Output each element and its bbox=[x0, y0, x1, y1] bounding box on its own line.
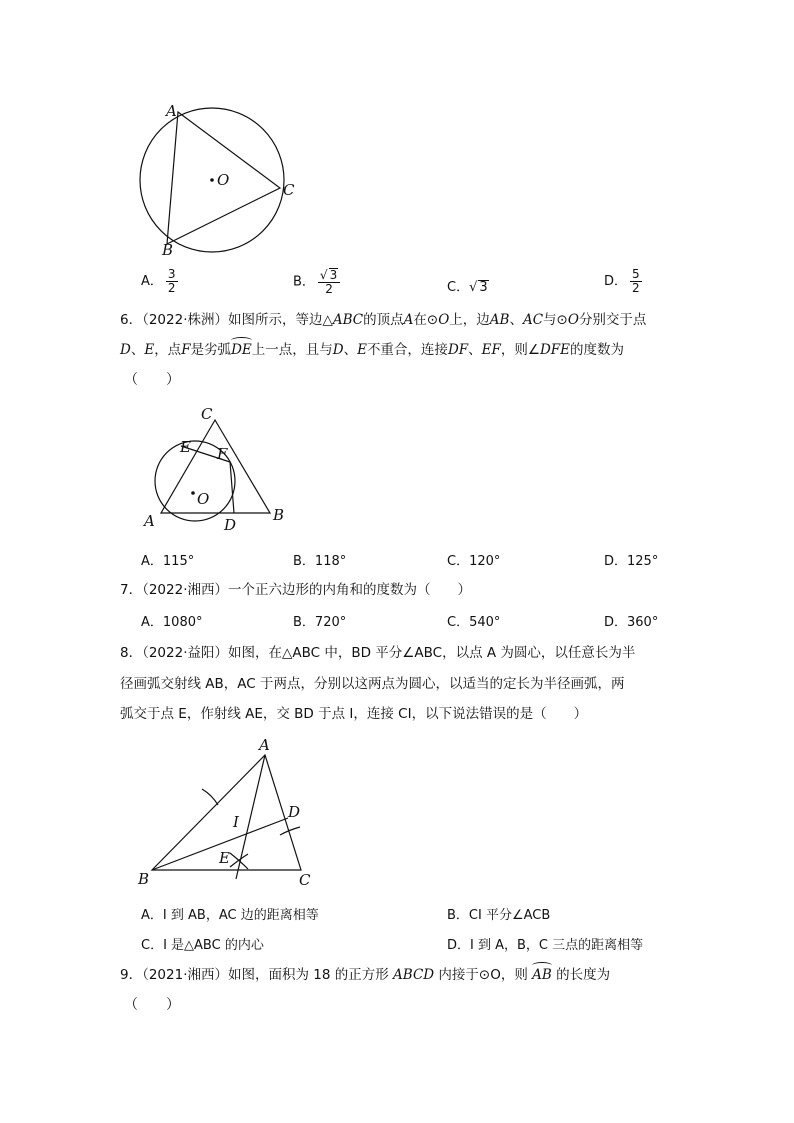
q6-triangle bbox=[161, 420, 270, 513]
q8-label-i: I bbox=[233, 813, 239, 831]
q8-option-a: A．I 到 AB，AC 边的距离相等 bbox=[141, 908, 319, 923]
q6-option-a: A．115° bbox=[141, 554, 195, 569]
q5-label-o: O bbox=[217, 171, 230, 189]
q6-label-d: D bbox=[224, 516, 237, 534]
q8-label-e: E bbox=[219, 849, 230, 867]
q5-label-a: A bbox=[166, 102, 177, 120]
q6-label-f: F bbox=[217, 445, 228, 463]
q6-label-o: O bbox=[197, 490, 210, 508]
q5-center-dot bbox=[210, 178, 214, 182]
q5-label-c: C bbox=[283, 181, 295, 199]
q5-option-d: D． $\frac{5}{2}$ bbox=[604, 267, 640, 295]
q5-figure bbox=[130, 98, 305, 264]
q6-answer-bracket: （ ） bbox=[124, 372, 180, 388]
q5-option-c: C．√ 3 bbox=[447, 280, 488, 295]
q8-option-b: B．CI 平分∠ACB bbox=[447, 908, 551, 923]
q6-option-c: C．120° bbox=[447, 554, 501, 569]
q8-stem-line1: 8．（2022·益阳）如图，在△ABC 中，BD 平分∠ABC，以点 A 为圆心，以任意长为半 bbox=[120, 645, 636, 661]
q8-stem-line2: 径画弧交射线 AB，AC 于两点，分别以这两点为圆心，以适当的定长为半径画弧，两 bbox=[120, 676, 625, 692]
q8-option-c: C．I 是△ABC 的内心 bbox=[141, 938, 264, 953]
q8-ray-ae bbox=[236, 755, 265, 879]
q6-label-c: C bbox=[201, 405, 213, 423]
q5-label-b: B bbox=[162, 241, 174, 259]
q5-option-b: B． $\frac{√ 3}{2}$ bbox=[293, 268, 340, 296]
q8-figure bbox=[134, 733, 324, 893]
q8-segment-ci bbox=[247, 825, 301, 870]
q6-label-a: A bbox=[144, 512, 155, 530]
q6-label-b: B bbox=[273, 506, 285, 524]
q6-option-b: B．118° bbox=[293, 554, 347, 569]
q6-figure bbox=[140, 400, 290, 535]
q9-stem-line1: 9．（2021·湘西）如图，面积为 18 的正方形 ABCD 内接于⊙O，则 AB 的长度为 bbox=[120, 967, 611, 983]
q8-label-c: C bbox=[299, 871, 311, 889]
q8-label-d: D bbox=[288, 803, 301, 821]
q9-answer-bracket: （ ） bbox=[124, 997, 180, 1013]
q8-label-a: A bbox=[259, 736, 270, 754]
q6-center-dot bbox=[191, 491, 195, 495]
q7-option-c: C．540° bbox=[447, 615, 501, 630]
q5-option-a: A． $\frac{3}{2}$ bbox=[141, 267, 176, 295]
q7-option-b: B．720° bbox=[293, 615, 347, 630]
q8-label-b: B bbox=[138, 870, 150, 888]
q6-option-d: D．125° bbox=[604, 554, 659, 569]
q6-stem-line2: D、E，点F是劣弧DE上一点，且与D、E不重合，连接DF、EF，则∠DFE的度数为 bbox=[120, 342, 625, 358]
q7-option-a: A．1080° bbox=[141, 615, 203, 630]
q7-option-d: D．360° bbox=[604, 615, 659, 630]
q6-label-e: E bbox=[180, 438, 191, 456]
q8-arc-ab bbox=[202, 789, 218, 805]
q6-stem-line1: 6．（2022·株洲）如图所示，等边△ABC的顶点A在⊙O上，边AB、AC与⊙O分别交于点 bbox=[120, 312, 647, 328]
q8-option-d: D．I 到 A，B，C 三点的距离相等 bbox=[447, 938, 644, 953]
q8-stem-line3: 弧交于点 E，作射线 AE，交 BD 于点 I，连接 CI，以下说法错误的是（ ） bbox=[120, 706, 588, 722]
q7-stem: 7．（2022·湘西）一个正六边形的内角和的度数为（ ） bbox=[120, 582, 471, 598]
